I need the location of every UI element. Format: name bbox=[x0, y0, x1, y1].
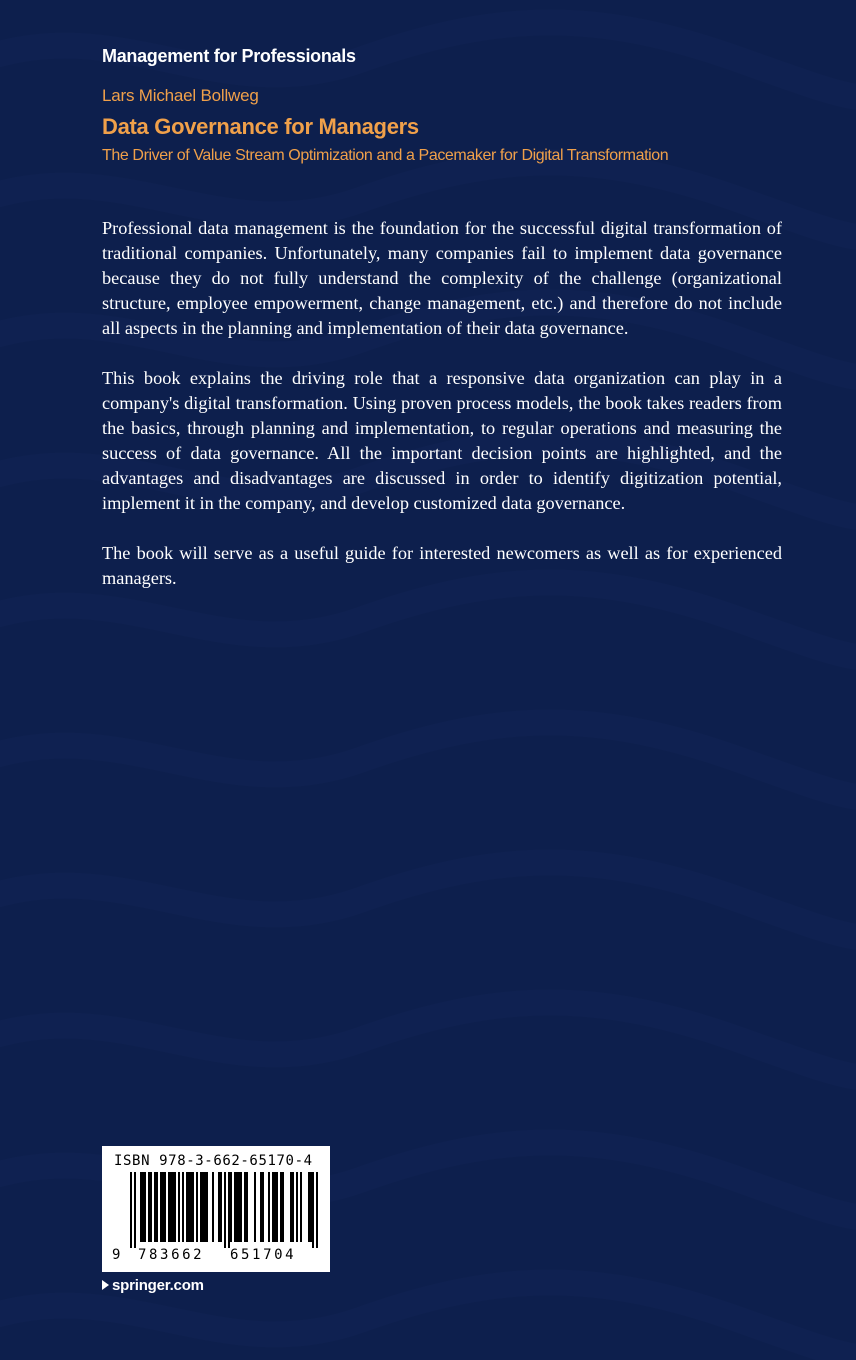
barcode-guard-bar bbox=[228, 1172, 230, 1248]
barcode-bar bbox=[218, 1172, 222, 1242]
barcode-bar bbox=[230, 1172, 232, 1242]
barcode-bar bbox=[196, 1172, 198, 1242]
ean-left-digits: 783662 bbox=[138, 1247, 205, 1263]
barcode-guard-bar bbox=[130, 1172, 132, 1248]
barcode-bar bbox=[244, 1172, 248, 1242]
barcode-bar bbox=[300, 1172, 302, 1242]
barcode-bar bbox=[182, 1172, 184, 1242]
barcode-guard-bar bbox=[134, 1172, 136, 1248]
barcode-bar bbox=[212, 1172, 214, 1242]
description-paragraph: This book explains the driving role that a responsive data organization can play in a company's digital transformation. Using proven process models, the book takes readers from the basics, through planning and implementation, to regular operations and measuring the success of data governance. All the important decision points are highlighted, and the advantages and disadvantages are discussed in order to identify digitization potential, implement it in the company, and develop customized data governance. bbox=[102, 368, 782, 513]
isbn-barcode bbox=[102, 1146, 330, 1272]
description-paragraph: The book will serve as a useful guide for interested newcomers as well as for experienced managers. bbox=[102, 543, 782, 588]
isbn-label: ISBN 978-3-662-65170-4 bbox=[114, 1153, 313, 1169]
barcode-guard-bar bbox=[312, 1172, 314, 1248]
barcode-bar bbox=[260, 1172, 264, 1242]
barcode-bar bbox=[272, 1172, 278, 1242]
ean-first-digit: 9 bbox=[112, 1247, 121, 1263]
barcode-bar bbox=[178, 1172, 180, 1242]
barcode-guard-bar bbox=[316, 1172, 318, 1248]
publisher-link[interactable] bbox=[102, 1277, 204, 1294]
barcode-bar bbox=[154, 1172, 158, 1242]
description-paragraph: Professional data management is the foundation for the successful digital transformation of traditional companies. Unfortunately, many companies fail to implement data governance because they do not fully understand the complexity of the challenge (organizational structure, employee empowerment, change management, etc.) and therefore do not include all aspects in the planning and implementation of their data governance. bbox=[102, 218, 782, 338]
barcode-guard-bar bbox=[224, 1172, 226, 1248]
book-title: Data Governance for Managers bbox=[102, 114, 419, 139]
barcode-bar bbox=[308, 1172, 312, 1242]
publisher-link-text: springer.com bbox=[112, 1277, 204, 1294]
barcode-bar bbox=[290, 1172, 294, 1242]
barcode-bar bbox=[160, 1172, 166, 1242]
barcode-bar bbox=[268, 1172, 270, 1242]
barcode-bar bbox=[148, 1172, 152, 1242]
barcode-bars bbox=[108, 1172, 324, 1248]
barcode-bar bbox=[200, 1172, 208, 1242]
book-description bbox=[102, 216, 782, 616]
ean-right-digits: 651704 bbox=[230, 1247, 297, 1263]
barcode-bar bbox=[280, 1172, 284, 1242]
book-subtitle: The Driver of Value Stream Optimization and a Pacemaker for Digital Transformation bbox=[102, 147, 669, 164]
barcode-bar bbox=[140, 1172, 146, 1242]
barcode-bar bbox=[254, 1172, 256, 1242]
barcode-bar bbox=[296, 1172, 298, 1242]
author-name: Lars Michael Bollweg bbox=[102, 86, 259, 105]
arrow-right-icon bbox=[102, 1280, 109, 1290]
barcode-bar bbox=[186, 1172, 194, 1242]
barcode-bar bbox=[234, 1172, 242, 1242]
barcode-bar bbox=[168, 1172, 176, 1242]
series-name: Management for Professionals bbox=[102, 46, 356, 66]
